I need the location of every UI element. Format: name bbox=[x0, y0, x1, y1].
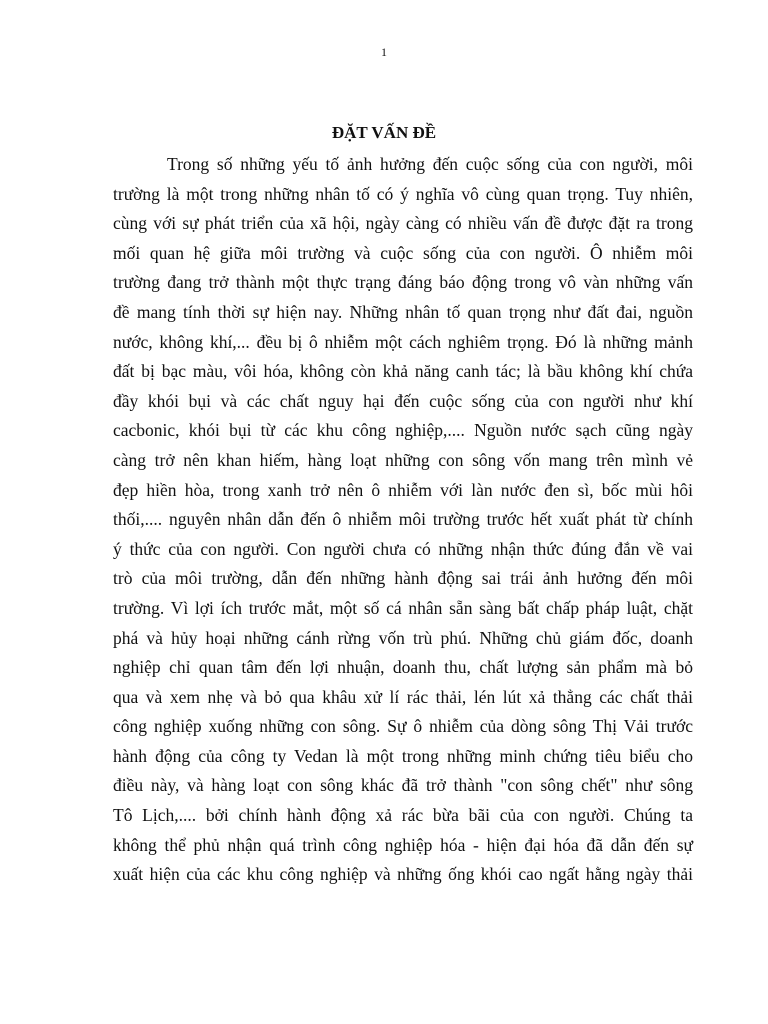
paragraph-line: mối quan hệ giữa môi trường và cuộc sống của con người. Ô nhiễm môi bbox=[113, 242, 693, 263]
paragraph-line: nghiệp chỉ quan tâm đến lợi nhuận, doanh thu, chất lượng sản phẩm mà bỏ bbox=[113, 657, 693, 678]
paragraph-line: hành động của công ty Vedan là một trong những minh chứng tiêu biểu cho bbox=[113, 745, 693, 766]
page-number: 1 bbox=[381, 45, 387, 59]
paragraph-line: ý thức của con người. Con người chưa có những nhận thức đúng đắn về vai bbox=[113, 538, 693, 559]
paragraph-line: công nghiệp xuống những con sông. Sự ô nhiễm của dòng sông Thị Vải trước bbox=[113, 716, 693, 737]
paragraph-line: trường là một trong những nhân tố có ý nghĩa vô cùng quan trọng. Tuy nhiên, bbox=[113, 183, 693, 204]
body-paragraph bbox=[113, 150, 693, 890]
paragraph-line: điều này, và hàng loạt con sông khác đã trở thành "con sông chết" như sông bbox=[113, 775, 693, 796]
paragraph-line: thối,.... nguyên nhân dẫn đến ô nhiễm môi trường trước hết xuất phát từ chính bbox=[113, 509, 693, 530]
paragraph-line: nước, không khí,... đều bị ô nhiễm một cách nghiêm trọng. Đó là những mảnh bbox=[113, 331, 693, 352]
paragraph-line: đầy khói bụi và các chất nguy hại đến cuộc sống của con người như khí bbox=[113, 390, 693, 411]
paragraph-line: xuất hiện của các khu công nghiệp và những ống khói cao ngất hằng ngày thải bbox=[113, 864, 693, 885]
paragraph-line: Trong số những yếu tố ảnh hưởng đến cuộc sống của con người, môi bbox=[167, 154, 693, 174]
paragraph-line: phá và hủy hoại những cánh rừng vốn trù phú. Những chủ giám đốc, doanh bbox=[113, 627, 693, 648]
paragraph-line: Tô Lịch,.... bởi chính hành động xả rác bừa bãi của con người. Chúng ta bbox=[113, 805, 693, 826]
paragraph-line: trò của môi trường, dẫn đến những hành động sai trái ảnh hưởng đến môi bbox=[113, 568, 693, 589]
document-title: ĐẶT VẤN ĐỀ bbox=[331, 123, 437, 142]
paragraph-line: trường. Vì lợi ích trước mắt, một số cá nhân sẵn sàng bất chấp pháp luật, chặt bbox=[113, 597, 693, 618]
paragraph-line: càng trở nên khan hiếm, hàng loạt những con sông vốn mang trên mình vẻ bbox=[113, 449, 693, 470]
paragraph-line: cùng với sự phát triển của xã hội, ngày càng có nhiều vấn đề được đặt ra trong bbox=[113, 213, 693, 234]
paragraph-line: cacbonic, khói bụi từ các khu công nghiệp,.... Nguồn nước sạch cũng ngày bbox=[113, 420, 693, 441]
paragraph-line: đề mang tính thời sự hiện nay. Những nhân tố quan trọng như đất đai, nguồn bbox=[113, 301, 693, 322]
paragraph-line: trường đang trở thành một thực trạng đáng báo động trong vô vàn những vấn bbox=[113, 272, 693, 293]
paragraph-line: không thể phủ nhận quá trình công nghiệp hóa - hiện đại hóa đã dẫn đến sự bbox=[113, 834, 693, 855]
paragraph-line: đất bị bạc màu, vôi hóa, không còn khả năng canh tác; là bầu không khí chứa bbox=[113, 361, 693, 382]
paragraph-line: qua và xem nhẹ và bỏ qua khâu xử lí rác thải, lén lút xả thẳng các chất thải bbox=[113, 686, 693, 707]
paragraph-line: đẹp hiền hòa, trong xanh trở nên ô nhiễm với làn nước đen sì, bốc mùi hôi bbox=[113, 479, 693, 500]
